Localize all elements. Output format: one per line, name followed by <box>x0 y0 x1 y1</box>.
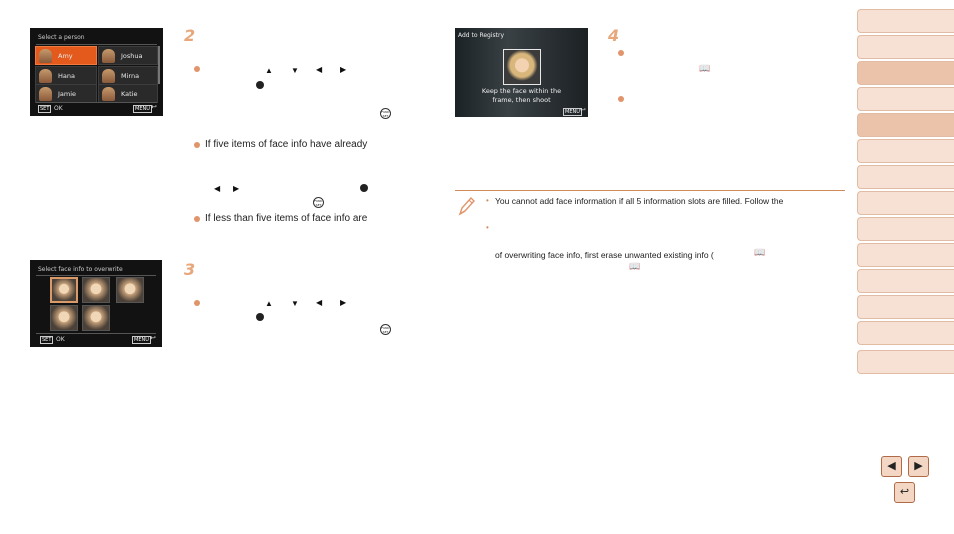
note-text: of overwriting face info, first erase unwanted existing info ( <box>495 250 714 260</box>
face-thumbnail <box>82 305 110 331</box>
person-cell <box>98 84 158 103</box>
set-badge: SET <box>42 337 52 343</box>
book-reference-icon: 📖 <box>754 247 766 257</box>
right-arrow-icon: ▶ <box>340 65 347 74</box>
person-name: Amy <box>58 52 73 60</box>
camera-screen-select-person <box>30 28 163 116</box>
person-name: Hana <box>58 72 75 80</box>
bullet <box>194 216 200 222</box>
screen-title: Add to Registry <box>458 32 505 39</box>
face-frame <box>503 49 541 85</box>
note-bullet: • <box>486 223 489 232</box>
camera-screen-registry <box>455 28 588 117</box>
person-name: Jamie <box>58 90 77 98</box>
back-icon: ↩ <box>580 106 586 114</box>
bullet <box>618 96 624 102</box>
chapter-tab[interactable] <box>857 269 954 293</box>
back-icon: ↩ <box>150 334 156 342</box>
chapter-tab[interactable] <box>857 217 954 241</box>
menu-badge: MENU <box>565 109 580 115</box>
book-reference-icon: 📖 <box>629 261 641 271</box>
control-dial-icon <box>256 313 264 321</box>
registry-hint <box>455 87 588 105</box>
screen-title: Select a person <box>38 34 85 41</box>
person-name: Katie <box>121 90 138 98</box>
previous-page-button[interactable]: ◀ <box>881 456 902 477</box>
down-arrow-icon: ▼ <box>291 299 299 308</box>
right-arrow-icon: ▶ <box>233 184 240 193</box>
person-cell <box>98 46 158 65</box>
bullet <box>194 142 200 148</box>
chapter-tab[interactable] <box>857 165 954 189</box>
screen-title: Select face info to overwrite <box>38 266 123 273</box>
left-arrow-icon: ◀ <box>316 65 323 74</box>
divider <box>36 333 156 334</box>
bullet <box>618 50 624 56</box>
hint-line: frame, then shoot <box>492 96 551 104</box>
step-number: 4 <box>608 26 620 45</box>
camera-screen-overwrite <box>30 260 162 347</box>
bullet <box>194 300 200 306</box>
person-cell <box>35 84 97 103</box>
func-set-button-icon: FUNC SET <box>381 326 390 334</box>
up-arrow-icon: ▲ <box>265 299 273 308</box>
chapter-tab[interactable] <box>857 9 954 33</box>
book-reference-icon: 📖 <box>699 63 711 73</box>
chapter-tab[interactable] <box>857 35 954 59</box>
func-set-button-icon: FUNC SET <box>381 110 390 118</box>
divider <box>36 44 157 45</box>
menu-badge: MENU <box>135 106 150 112</box>
up-arrow-icon: ▲ <box>265 66 273 75</box>
person-name: Joshua <box>121 52 143 60</box>
person-cell <box>98 66 158 85</box>
control-dial-icon <box>256 81 264 89</box>
chapter-tab[interactable] <box>857 87 954 111</box>
face-thumbnail <box>102 87 115 101</box>
back-icon: ↩ <box>151 103 157 111</box>
step-number: 3 <box>184 260 196 279</box>
pencil-note-icon <box>457 195 477 217</box>
step-number: 2 <box>184 26 196 45</box>
face-thumbnail <box>39 49 52 63</box>
down-arrow-icon: ▼ <box>291 66 299 75</box>
note-text: You cannot add face information if all 5 information slots are filled. Follow the <box>495 196 784 206</box>
chapter-tab[interactable] <box>857 243 954 267</box>
next-page-button[interactable]: ▶ <box>908 456 929 477</box>
left-arrow-icon: ◀ <box>316 298 323 307</box>
person-cell <box>35 66 97 85</box>
face-thumbnail <box>82 277 110 303</box>
bullet <box>194 66 200 72</box>
chapter-tab[interactable] <box>857 139 954 163</box>
control-dial-icon <box>360 184 368 192</box>
chapter-tab[interactable] <box>857 321 954 345</box>
note-bullet: • <box>486 196 489 205</box>
person-cell <box>35 46 97 65</box>
chapter-tab[interactable] <box>857 61 954 85</box>
divider <box>36 275 156 276</box>
hint-line: Keep the face within the <box>481 87 562 95</box>
face-thumbnail <box>102 69 115 83</box>
chapter-tab[interactable] <box>857 191 954 215</box>
step2-bullet-text: If less than five items of face info are <box>205 213 368 224</box>
face-thumbnail <box>50 277 78 303</box>
divider <box>36 102 157 103</box>
step2-bullet-text: If five items of face info have already <box>205 139 368 150</box>
person-name: Mirna <box>121 72 140 80</box>
right-arrow-icon: ▶ <box>340 298 347 307</box>
chapter-tab[interactable] <box>857 295 954 319</box>
note-divider <box>455 190 845 191</box>
func-set-button-icon: FUNC SET <box>314 199 323 207</box>
scrollbar <box>158 46 160 84</box>
set-badge: SET <box>40 106 50 112</box>
chapter-tab[interactable] <box>857 350 954 374</box>
face-thumbnail <box>39 87 52 101</box>
return-button[interactable]: ↩ <box>894 482 915 503</box>
menu-badge: MENU <box>134 337 149 343</box>
left-arrow-icon: ◀ <box>214 184 221 193</box>
chapter-tab[interactable] <box>857 113 954 137</box>
ok-label: OK <box>54 105 63 112</box>
face-thumbnail <box>102 49 115 63</box>
face-thumbnail <box>50 305 78 331</box>
ok-label: OK <box>56 336 65 343</box>
face-thumbnail <box>39 69 52 83</box>
face-thumbnail <box>116 277 144 303</box>
